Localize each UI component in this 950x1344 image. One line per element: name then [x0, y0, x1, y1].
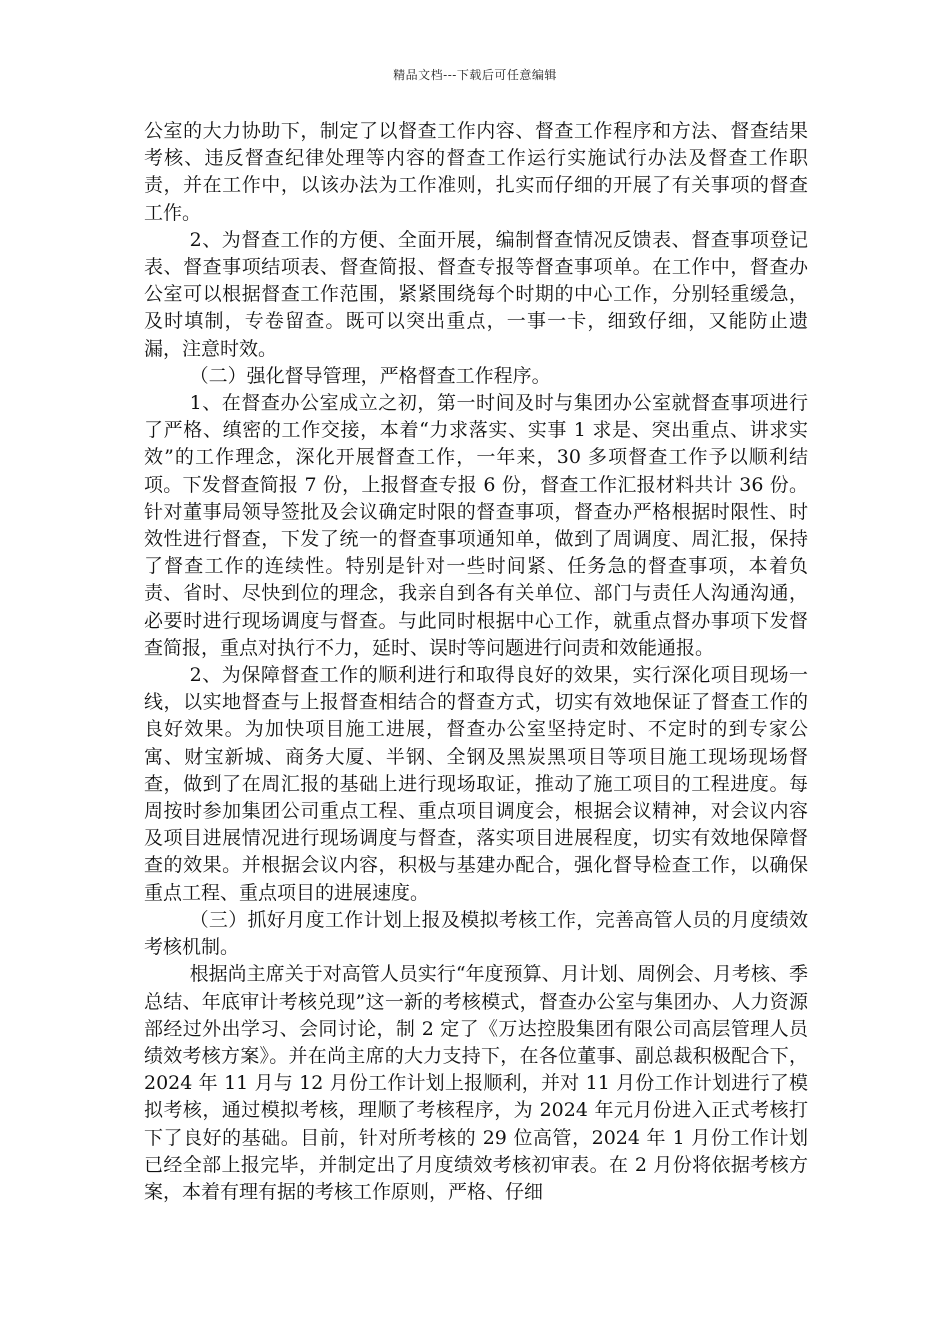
paragraph-3: 1、在督查办公室成立之初，第一时间及时与集团办公室就督查事项进行了严格、缜密的工作交接，本着“力求落实、实事 1 求是、突出重点、讲求实效”的工作理念，深化开展督查工作，一年来，30 多项督查工作予以顺利结项。下发督查简报 7 份，上报督查专报 6 份，督查工作汇报材料共计 36 份。针对董事局领导签批及会议确定时限的督查事项，督查办严格根据时限性、时效性进行督查，下发了统一的督查事项通知单，做到了周调度、周汇报，保持了督查工作的连续性。特别是针对一些时间紧、任务急的督查事项，本着负责、省时、尽快到位的理念，我亲自到各有关单位、部门与责任人沟通沟通，必要时进行现场调度与督查。与此同时根据中心工作，就重点督办事项下发督查简报，重点对执行不力，延时、误时等问题进行问责和效能通报。 [144, 392, 808, 659]
section-heading-3: （三）抓好月度工作计划上报及模拟考核工作，完善高管人员的月度绩效考核机制。 [144, 908, 808, 959]
page-header: 精品文档---下载后可任意编辑 [393, 68, 557, 82]
paragraph-5: 根据尚主席关于对高管人员实行“年度预算、月计划、周例会、月考核、季总结、年底审计考核兑现”这一新的考核模式，督查办公室与集团办、人力资源部经过外出学习、会同讨论，制 2 定了《万达控股集团有限公司高层管理人员绩效考核方案》。并在尚主席的大力支持下，在各位董事、副总裁积极配合下，2024 年 11 月与 12 月份工作计划上报顺利，并对 11 月份工作计划进行了模拟考核，通过模拟考核，理顺了考核程序，为 2024 年元月份进入正式考核打下了良好的基础。目前，针对所考核的 29 位高管，2024 年 1 月份工作计划已经全部上报完毕，并制定出了月度绩效考核初审表。在 2 月份将依据考核方案，本着有理有据的考核工作原则，严格、仔细 [144, 963, 808, 1203]
paragraph-4: 2、为保障督查工作的顺利进行和取得良好的效果，实行深化项目现场一线，以实地督查与上报督查相结合的督查方式，切实有效地保证了督查工作的良好效果。为加快项目施工进展，督查办公室坚持定时、不定时的到专家公寓、财宝新城、商务大厦、半钢、全钢及黑炭黑项目等项目施工现场现场督查，做到了在周汇报的基础上进行现场取证，推动了施工项目的工程进度。每周按时参加集团公司重点工程、重点项目调度会，根据会议精神，对会议内容及项目进展情况进行现场调度与督查，落实项目进展程度，切实有效地保障督查的效果。并根据会议内容，积极与基建办配合，强化督导检查工作，以确保重点工程、重点项目的进展速度。 [144, 664, 808, 904]
paragraph-2: 2、为督查工作的方便、全面开展，编制督查情况反馈表、督查事项登记表、督查事项结项表、督查简报、督查专报等督查事项单。在工作中，督查办公室可以根据督查工作范围，紧紧围绕每个时期的中心工作，分别轻重缓急，及时填制，专卷留查。既可以突出重点，一事一卡，细致仔细，又能防止遗漏，注意时效。 [144, 228, 808, 360]
document-body [144, 118, 808, 1206]
section-heading-2: （二）强化督导管理，严格督查工作程序。 [189, 364, 551, 387]
paragraph-1: 公室的大力协助下，制定了以督查工作内容、督查工作程序和方法、督查结果考核、违反督查纪律处理等内容的督查工作运行实施试行办法及督查工作职责，并在工作中，以该办法为工作准则，扎实而仔细的开展了有关事项的督查工作。 [144, 120, 808, 224]
